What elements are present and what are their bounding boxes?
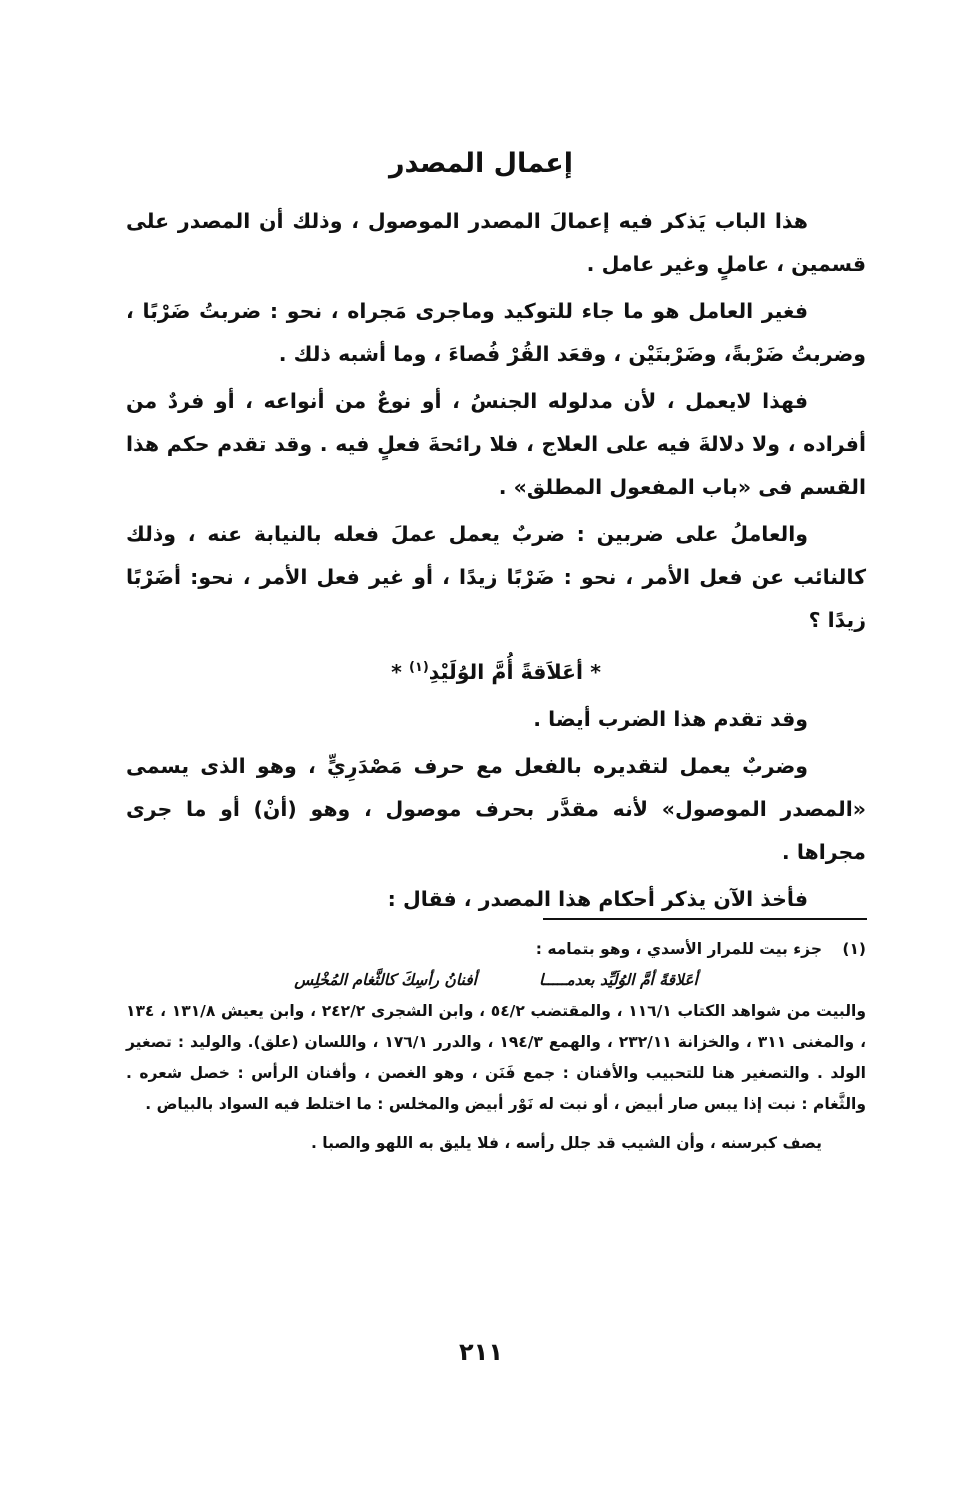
section-title: إعمال المصدر [388, 148, 573, 179]
paragraph-also: وقد تقدم هذا الضرب أيضا . [533, 706, 808, 731]
paragraph-working-types: والعاملُ على ضربين : ضربٌ يعمل عملَ فعله بالنيابة عنه ، وذلك كالنائب عن فعل الأمر ، نحو : ضَرْبًا زيدًا ، أو غير فعل الأمر ، نحو: أضَرْبًا زيدًا ؟ [126, 522, 866, 632]
footnote-divider [543, 918, 867, 920]
footnote-intro: جزء بيت للمرار الأسدي ، وهو بتمامه : [535, 940, 822, 958]
main-text [126, 200, 866, 925]
paragraph-reason: فهذا لايعمل ، لأن مدلوله الجنسُ ، أو نوعٌ من أنواعه ، أو فردٌ من أفراده ، ولا دلالةَ فيه على العلاج ، فلا رائحةَ فعلٍ فيه . وقد تقدم حكم هذا القسم فى «باب المفعول المطلق» . [126, 389, 866, 499]
paragraph-intro: هذا الباب يَذكر فيه إعمالَ المصدر الموصول ، وذلك أن المصدر على قسمين ، عاملٍ وغير عامل . [126, 209, 866, 276]
footnotes [126, 934, 866, 1159]
footnote-meaning: يصف كبرسنه ، وأن الشيب قد جلل رأسه ، فلا يليق به اللهو والصبا . [310, 1134, 822, 1152]
paragraph-non-working: فغير العامل هو ما جاء للتوكيد وماجرى مَجراه ، نحو : ضربتُ ضَرْبًا ، وضربتُ ضَرْبةً، وضَرْبتَيْن ، وقعَد القُرْ فُصاءَ ، وما أشبه ذلك . [126, 299, 866, 366]
paragraph-transition: فأخذ الآن يذكر أحكام هذا المصدر ، فقال : [387, 886, 808, 911]
footnote-sources: والبيت من شواهد الكتاب ١١٦/١ ، والمقتضب ٥٤/٢ ، وابن الشجرى ٢٤٢/٢ ، وابن يعيش ١٣١/٨ ، ١٣٤ ، والمغنى ٣١١ ، والخزانة ٢٣٢/١١ ، والهمع ١٩٤/٣ ، والدرر ١٧٦/١ ، واللسان (علق). والوليد : تصغير الولد . والتصغير هنا للتحبيب والأفنان : جمع فَنَن ، وهو الغصن ، وأفنان الرأس : خصل شعره . والثَّغام : نبت إذا يبس صار أبيض ، أو نبت له نَوْر أبيض والمخلس : ما اختلط فيه السواد بالبياض . [126, 1002, 866, 1113]
verse-quote [126, 646, 866, 694]
paragraph-relative-masdar: وضربٌ يعمل لتقديره بالفعل مع حرف مَصْدَرِيٍّ ، وهو الذى يسمى «المصدر الموصول» لأنه مقدَّر بحرف موصول ، وهو (أنْ) أو ما جرى مجراها . [126, 753, 866, 864]
footnote-ref[interactable]: (١) [408, 660, 429, 675]
verse-second-hemistich: أفنانُ رأسِكَ كالثَّغام المُخْلِس [294, 971, 477, 989]
page-number: ٢١١ [459, 1338, 503, 1366]
footnote-number: (١) [842, 940, 866, 958]
verse-end-mark: * [391, 659, 402, 684]
footnote-header [126, 934, 866, 965]
footnote-verse [126, 965, 866, 996]
verse-text: * أعَلاَقةً أُمَّ الوُلَيْدِ [428, 659, 601, 684]
verse-first-hemistich: أعَلاقةً أمَّ الوُلَيِّد بعدمـــــا [538, 971, 698, 989]
